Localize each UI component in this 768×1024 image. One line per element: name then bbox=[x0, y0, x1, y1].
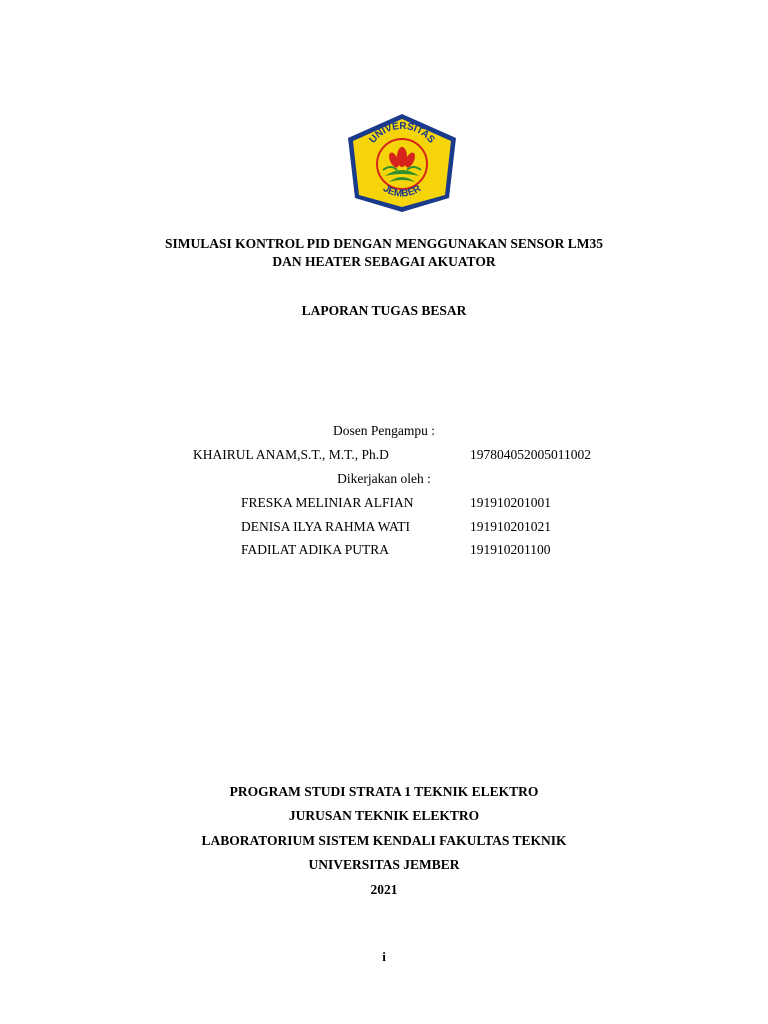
author-id: 191910201100 bbox=[470, 542, 551, 557]
supervisor-name: KHAIRUL ANAM,S.T., M.T., Ph.D bbox=[193, 447, 389, 462]
author-name: FADILAT ADIKA PUTRA bbox=[241, 542, 390, 557]
authors-heading: Dikerjakan oleh : bbox=[337, 471, 431, 486]
university-logo bbox=[345, 112, 459, 214]
page-number: i bbox=[382, 949, 386, 964]
author-name: DENISA ILYA RAHMA WATI bbox=[241, 519, 411, 534]
laboratory-faculty: LABORATORIUM SISTEM KENDALI FAKULTAS TEKNIK bbox=[201, 833, 567, 848]
study-program: PROGRAM STUDI STRATA 1 TEKNIK ELEKTRO bbox=[229, 784, 539, 799]
author-name: FRESKA MELINIAR ALFIAN bbox=[241, 495, 414, 510]
title-line-2: DAN HEATER SEBAGAI AKUATOR bbox=[272, 254, 496, 269]
logo-text-bottom: JEMBER bbox=[380, 183, 424, 200]
document-title bbox=[0, 235, 768, 271]
title-line-1: SIMULASI KONTROL PID DENGAN MENGGUNAKAN SENSOR LM35 bbox=[164, 236, 604, 251]
supervisor-heading: Dosen Pengampu : bbox=[333, 423, 435, 438]
author-id: 191910201021 bbox=[470, 519, 551, 534]
report-type: LAPORAN TUGAS BESAR bbox=[301, 303, 467, 318]
department: JURUSAN TEKNIK ELEKTRO bbox=[288, 808, 480, 823]
logo-text-top: UNIVERSITAS bbox=[367, 120, 437, 146]
author-id: 191910201001 bbox=[470, 495, 551, 510]
year: 2021 bbox=[370, 882, 398, 897]
university-name: UNIVERSITAS JEMBER bbox=[308, 857, 460, 872]
supervisor-id: 197804052005011002 bbox=[470, 447, 591, 462]
